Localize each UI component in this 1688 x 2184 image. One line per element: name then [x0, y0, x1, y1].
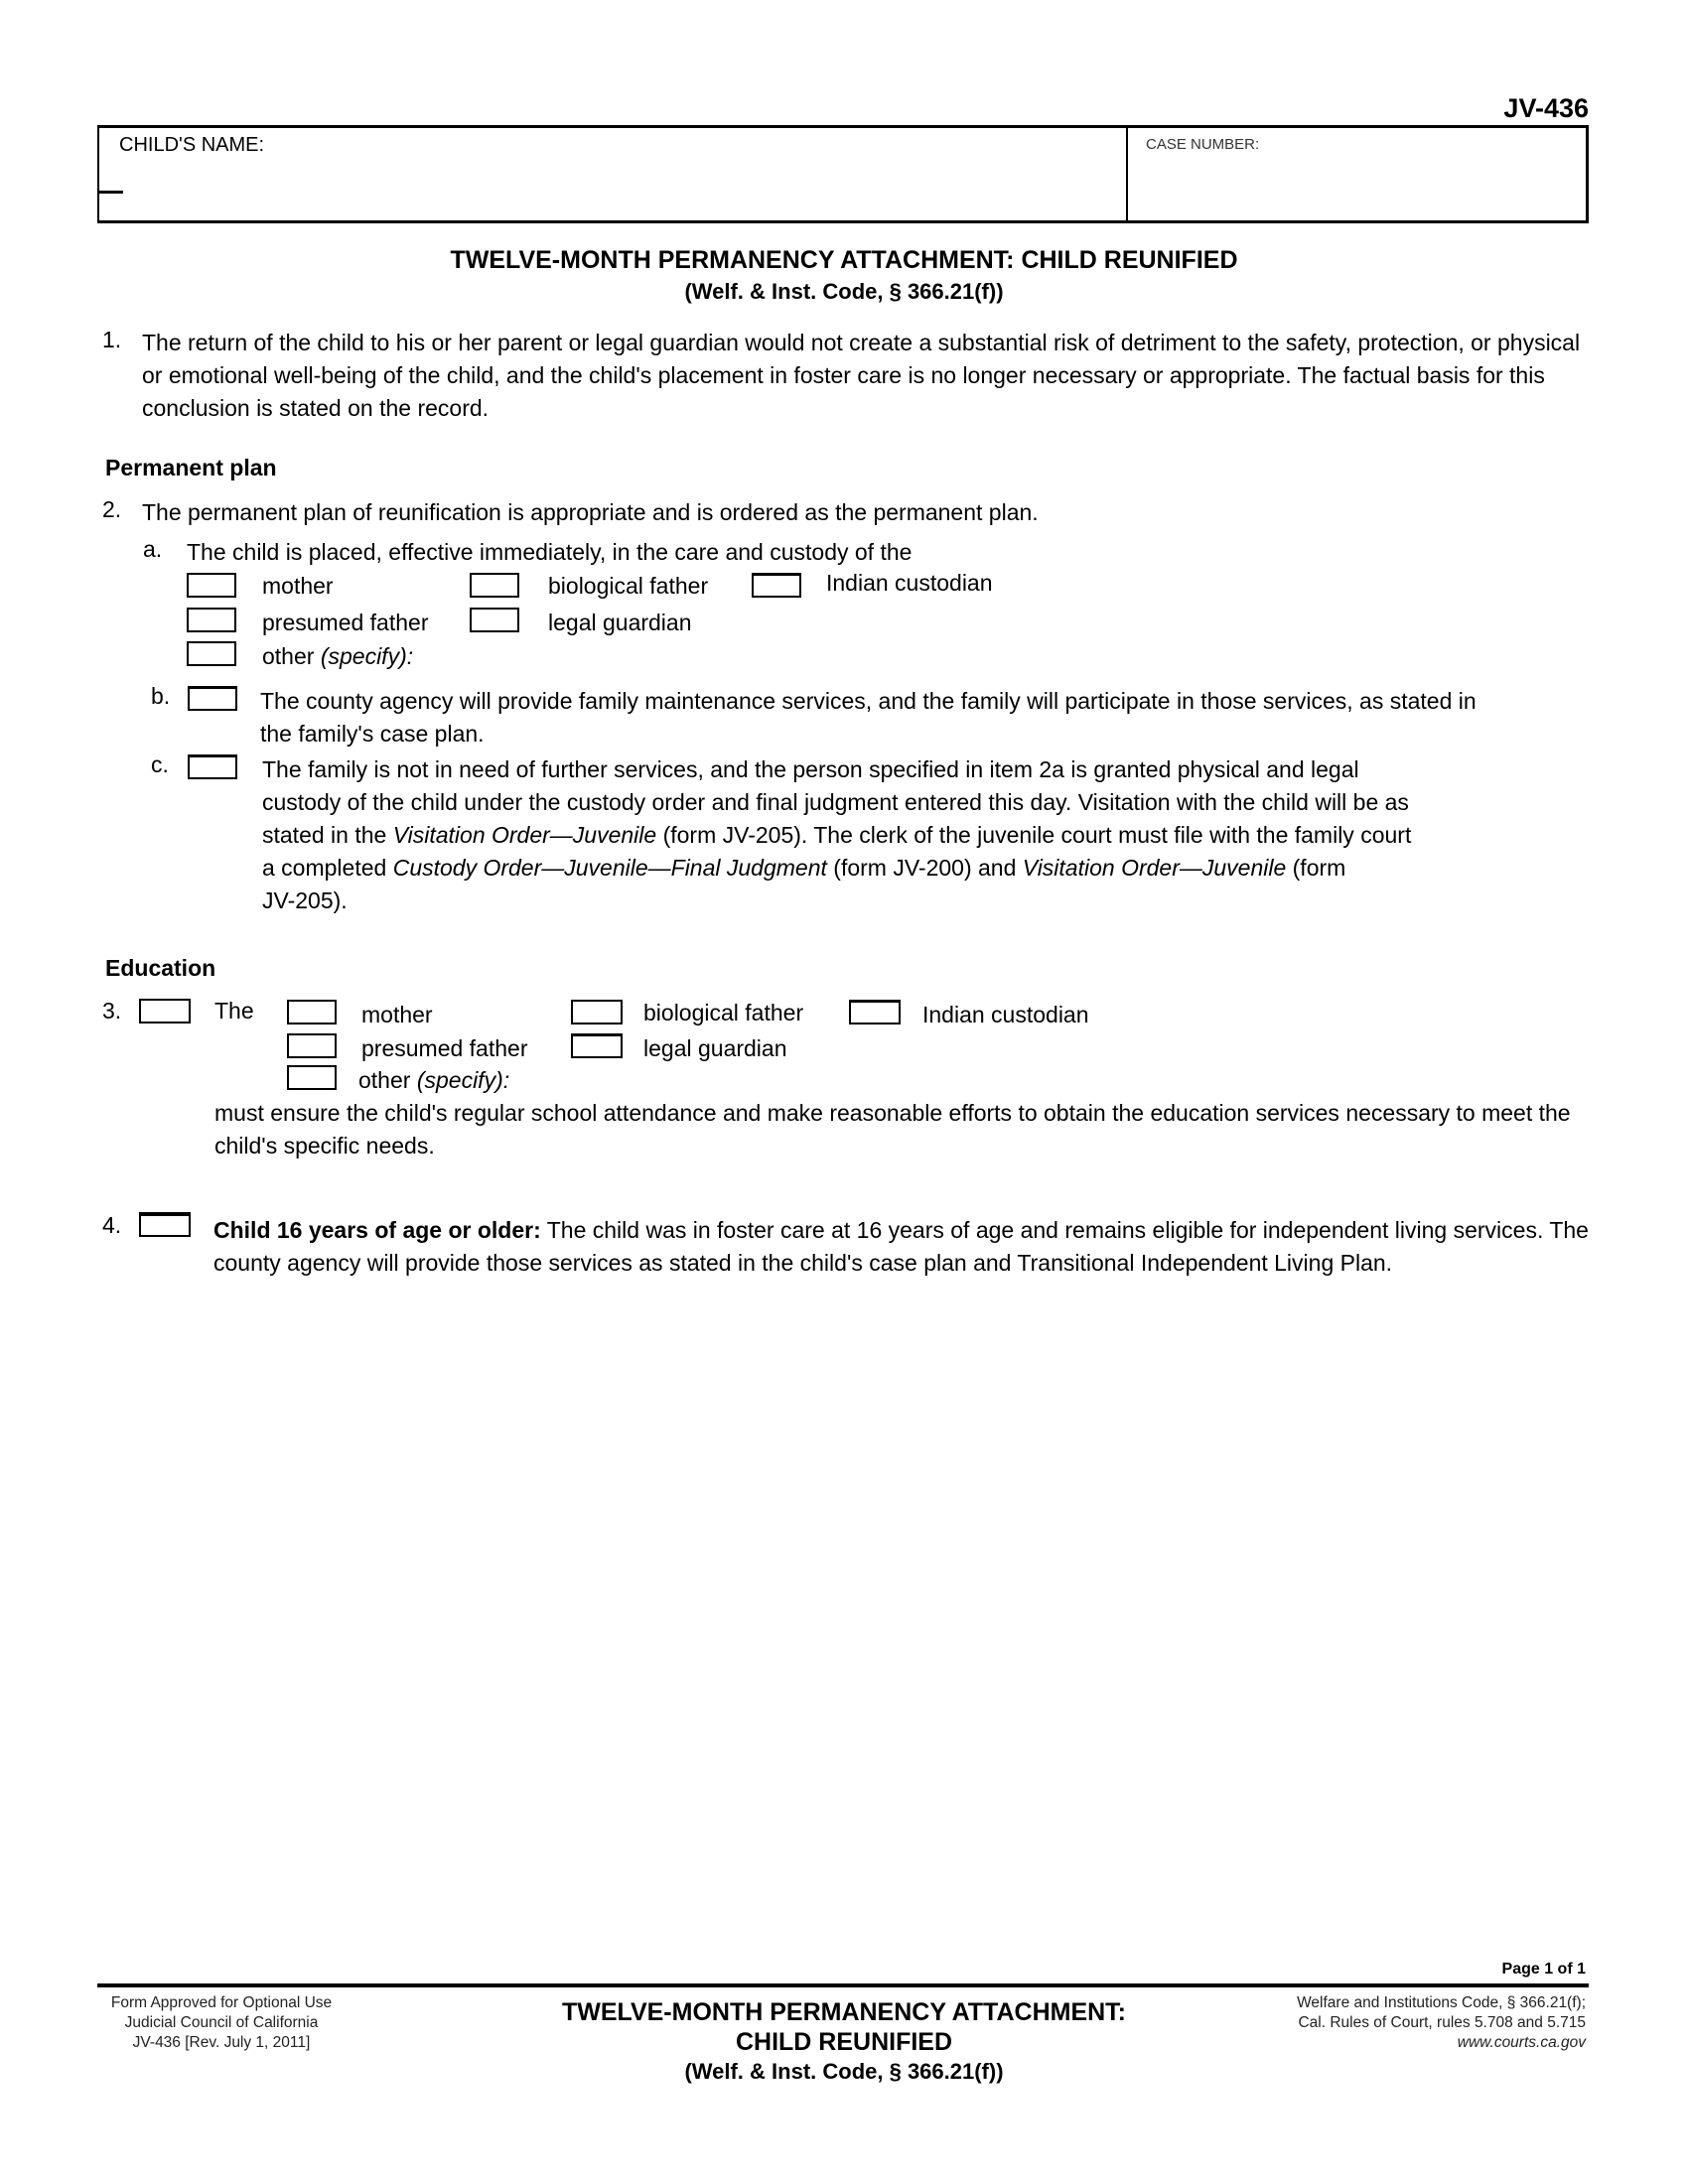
item2a-label-presumed-father: presumed father: [262, 610, 429, 635]
item2c-line4-form-title-1: Custody Order—Juvenile—Final Judgment: [392, 855, 827, 881]
item3-checkbox-indian-custodian[interactable]: [849, 1000, 901, 1024]
item2a-checkbox-mother[interactable]: [187, 573, 236, 598]
item2b-letter: b.: [151, 683, 171, 709]
item2c-line3: [262, 819, 1593, 852]
section-education: Education: [105, 955, 216, 981]
childs-name-field[interactable]: [99, 191, 123, 194]
item3-checkbox-presumed-father[interactable]: [287, 1033, 337, 1058]
item2c-line4-form-title-2: Visitation Order—Juvenile: [1022, 855, 1287, 881]
item3-label-biological-father: biological father: [643, 1000, 804, 1025]
item2c-line4-post: (form: [1286, 855, 1346, 881]
item2a-other-text: other: [262, 643, 315, 669]
item2c-line4-pre: a completed: [262, 855, 393, 881]
item4-text: [213, 1214, 1594, 1280]
childs-name-label: CHILD'S NAME:: [119, 134, 265, 156]
item2a-checkbox-legal-guardian[interactable]: [470, 608, 519, 632]
footer-rule: [97, 1983, 1589, 1987]
footer-right-line: Welfare and Institutions Code, § 366.21(f);: [1297, 1994, 1586, 2011]
item2c-line3-form-title: Visitation Order—Juvenile: [392, 822, 657, 848]
item3-label-indian-custodian: Indian custodian: [922, 1002, 1089, 1027]
footer-left-line: Form Approved for Optional Use: [110, 1994, 333, 2011]
page-title: TWELVE-MONTH PERMANENCY ATTACHMENT: CHILD REUNIFIED: [450, 246, 1238, 274]
footer-right: [1189, 1993, 1586, 2053]
item2a-text: The child is placed, effective immediately, in the care and custody of the: [187, 539, 913, 565]
item2c-line3-pre: stated in the: [262, 822, 393, 848]
item2c-line1: The family is not in need of further services, and the person specified in item 2a is granted physical and legal: [262, 756, 1359, 782]
item2a-letter: a.: [143, 536, 163, 562]
item2b-text: The county agency will provide family maintenance services, and the family will participate in those services, as stated in the family's case plan.: [260, 688, 1477, 747]
item2a-label-legal-guardian: legal guardian: [548, 610, 692, 635]
item1-number: 1.: [102, 327, 122, 352]
item2a-label-indian-custodian: Indian custodian: [826, 570, 993, 596]
item3-label-mother: mother: [361, 1002, 433, 1027]
footer-url[interactable]: [1189, 2033, 1586, 2053]
item2a-checkbox-presumed-father[interactable]: [187, 608, 236, 632]
section-permanent-plan: Permanent plan: [105, 455, 277, 480]
item1-text: The return of the child to his or her parent or legal guardian would not create a substantial risk of detriment to the safety, protection, or physical or emotional well-being of the child, and the child's placement in foster care is no longer necessary or appropriate. The factual basis for this conclusion is stated on the record.: [142, 330, 1581, 421]
item2a-other-specify: (specify):: [320, 643, 414, 669]
item3-checkbox-legal-guardian[interactable]: [571, 1033, 623, 1058]
item3-checkbox-mother[interactable]: [287, 1000, 337, 1024]
item2a-checkbox-indian-custodian[interactable]: [752, 573, 801, 598]
item2-number: 2.: [102, 496, 122, 522]
item2c-checkbox[interactable]: [188, 754, 237, 779]
page-number: Page 1 of 1: [1501, 1961, 1586, 1978]
item3-text: must ensure the child's regular school attendance and make reasonable efforts to obtain the education services necessary to meet the child's specific needs.: [214, 1100, 1571, 1159]
item2a-checkbox-other[interactable]: [187, 641, 236, 666]
item4-bold-lead: Child 16 years of age or older:: [213, 1217, 541, 1243]
item2b-checkbox[interactable]: [188, 686, 237, 711]
footer-title-line1: TWELVE-MONTH PERMANENCY ATTACHMENT:: [561, 1998, 1127, 2026]
item2c-line5: JV-205).: [262, 887, 348, 913]
item2a-label-other: [262, 643, 413, 670]
item3-label-presumed-father: presumed father: [361, 1035, 528, 1061]
item2c-line3-post: (form JV-205). The clerk of the juvenile court must file with the family court: [656, 822, 1412, 848]
item3-label-other: [358, 1067, 509, 1094]
header-divider: [1126, 128, 1128, 220]
case-number-label: CASE NUMBER:: [1146, 136, 1260, 153]
item2c-text: [262, 753, 1593, 917]
item2a-label-mother: mother: [262, 573, 334, 599]
item2a-checkbox-biological-father[interactable]: [470, 573, 519, 598]
footer-title-line2: CHILD REUNIFIED: [735, 2028, 953, 2056]
item4-body: The child was in foster care at 16 years of age and remains eligible for independent living services. The county agency will provide those services as stated in the child's case plan and Transitional Independent Living Plan.: [213, 1217, 1589, 1276]
item3-checkbox-other[interactable]: [287, 1065, 337, 1090]
page-subtitle: (Welf. & Inst. Code, § 366.21(f)): [684, 279, 1004, 304]
item3-other-text: other: [358, 1067, 411, 1093]
item4-number: 4.: [102, 1212, 122, 1238]
item3-the: The: [214, 998, 254, 1024]
item2-text: The permanent plan of reunification is appropriate and is ordered as the permanent plan.: [142, 499, 1039, 525]
item3-number: 3.: [102, 998, 122, 1024]
footer-right-line: Cal. Rules of Court, rules 5.708 and 5.715: [1298, 2014, 1586, 2031]
item3-other-specify: (specify):: [416, 1067, 510, 1093]
case-header-box: [97, 125, 1589, 223]
form-id: JV-436: [1503, 93, 1589, 123]
footer-left-line: JV-436 [Rev. July 1, 2011]: [132, 2034, 311, 2051]
footer-title-line3: (Welf. & Inst. Code, § 366.21(f)): [684, 2059, 1004, 2084]
item3-checkbox[interactable]: [139, 999, 191, 1024]
item2c-line4: [262, 852, 1593, 885]
item2c-letter: c.: [151, 751, 169, 777]
item3-label-legal-guardian: legal guardian: [643, 1035, 787, 1061]
footer-url-text[interactable]: www.courts.ca.gov: [1457, 2034, 1586, 2051]
item3-checkbox-biological-father[interactable]: [571, 1000, 623, 1024]
item4-checkbox[interactable]: [139, 1212, 191, 1237]
item2c-line4-mid: (form JV-200) and: [826, 855, 1023, 881]
footer-left-line: Judicial Council of California: [124, 2014, 319, 2031]
item2c-line2: custody of the child under the custody order and final judgment entered this day. Visitation with the child will be as: [262, 789, 1409, 815]
item2a-label-biological-father: biological father: [548, 573, 709, 599]
